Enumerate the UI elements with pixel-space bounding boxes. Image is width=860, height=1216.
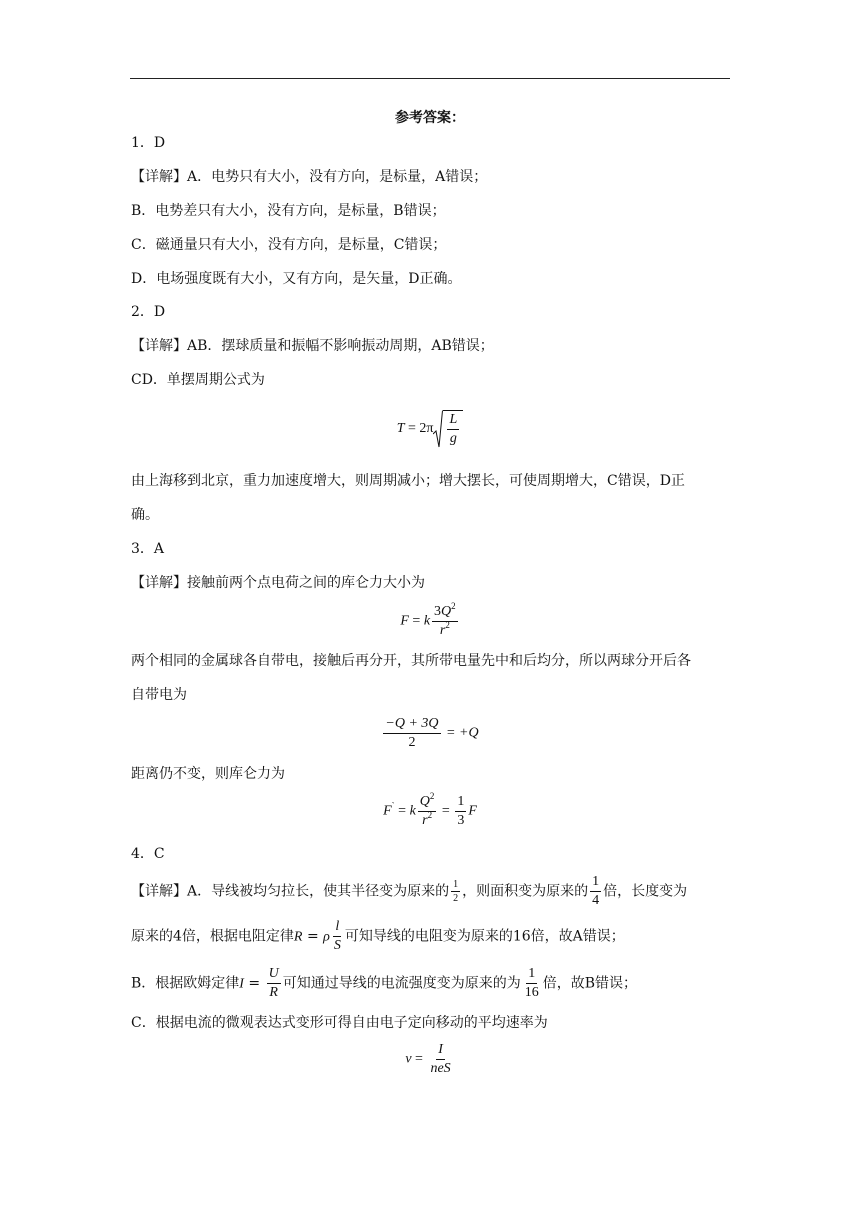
q3-line3: 自带电为: [131, 687, 187, 703]
q2-answer: 2．D: [131, 304, 166, 320]
q1-detail-line: [131, 168, 487, 186]
q1-option-d: D．电场强度既有大小，又有方向，是矢量，D正确。: [131, 271, 462, 287]
formula-charge-after: $\frac{-Q + 3Q}{2}$ = +Q: [385, 716, 479, 750]
q1-option-c: C．磁通量只有大小，没有方向，是标量，C错误；: [131, 237, 447, 253]
formula-drift-velocity: v = $\frac{I}{\text{neS}}$: [405, 1042, 451, 1076]
q2-detail-line: 【详解】AB．摆球质量和振幅不影响振动周期，AB错误；: [131, 338, 494, 354]
q2-line2: CD．单摆周期公式为: [131, 372, 265, 388]
q3-answer: 3．A: [131, 541, 165, 557]
q4-option-c: C．根据电流的微观表达式变形可得自由电子定向移动的平均速率为: [131, 1015, 548, 1031]
q4-answer: 4．C: [131, 846, 165, 862]
q2-line4: 确。: [131, 507, 159, 523]
detail-tag: 【详解】: [131, 338, 187, 354]
q4-option-a-line1: 【详解】A．导线被均匀拉长，使其半径变为原来的 $\frac{1}{2}$ ，则面积变为原来的 $\frac{1}{4}$ 倍，长度变为: [131, 874, 688, 908]
detail-tag: 【详解】: [131, 575, 187, 591]
header-rule: [130, 78, 730, 79]
q1-answer: 1．D: [131, 135, 166, 151]
q3-detail-line: 【详解】接触前两个点电荷之间的库仑力大小为: [131, 575, 425, 591]
q2-line3: 由上海移到北京，重力加速度增大，则周期减小；增大摆长，可使周期增大，C错误，D正: [131, 473, 685, 489]
q4-option-b: B．根据欧姆定律I = $\frac{U}{R}$ 可知通过导线的电流强度变为原来的为 $\frac{1}{16}$ 倍，故B错误；: [131, 966, 638, 1000]
q3-line4: 距离仍不变，则库仑力为: [131, 766, 285, 782]
q1-option-b: B．电势差只有大小，没有方向，是标量，B错误；: [131, 203, 446, 219]
detail-tag: 【详解】: [131, 169, 187, 185]
q1-option-a: A．电势只有大小，没有方向，是标量，A错误；: [187, 169, 488, 185]
q4-option-a-line2: 原来的4倍，根据电阻定律R = ρ $\frac{l}{S}$ 可知导线的电阻变为原来的16倍，故A错误；: [131, 919, 625, 953]
detail-tag: 【详解】: [131, 883, 187, 900]
formula-pendulum-period: T = 2π $\frac{L}{g}$: [0, 410, 860, 448]
page-title: 参考答案：: [395, 110, 465, 126]
sqrt-symbol: $\frac{L}{g}$: [433, 410, 463, 448]
formula-coulomb-after: F` = k $\frac{Q^2}{r^2}$ = $\frac{1}{3}$ F: [383, 791, 477, 828]
q3-line2: 两个相同的金属球各自带电，接触后再分开，其所带电量先中和后均分，所以两球分开后各: [131, 653, 691, 669]
formula-coulomb-before: F = k $\frac{3Q^2}{r^2}$: [400, 601, 456, 638]
